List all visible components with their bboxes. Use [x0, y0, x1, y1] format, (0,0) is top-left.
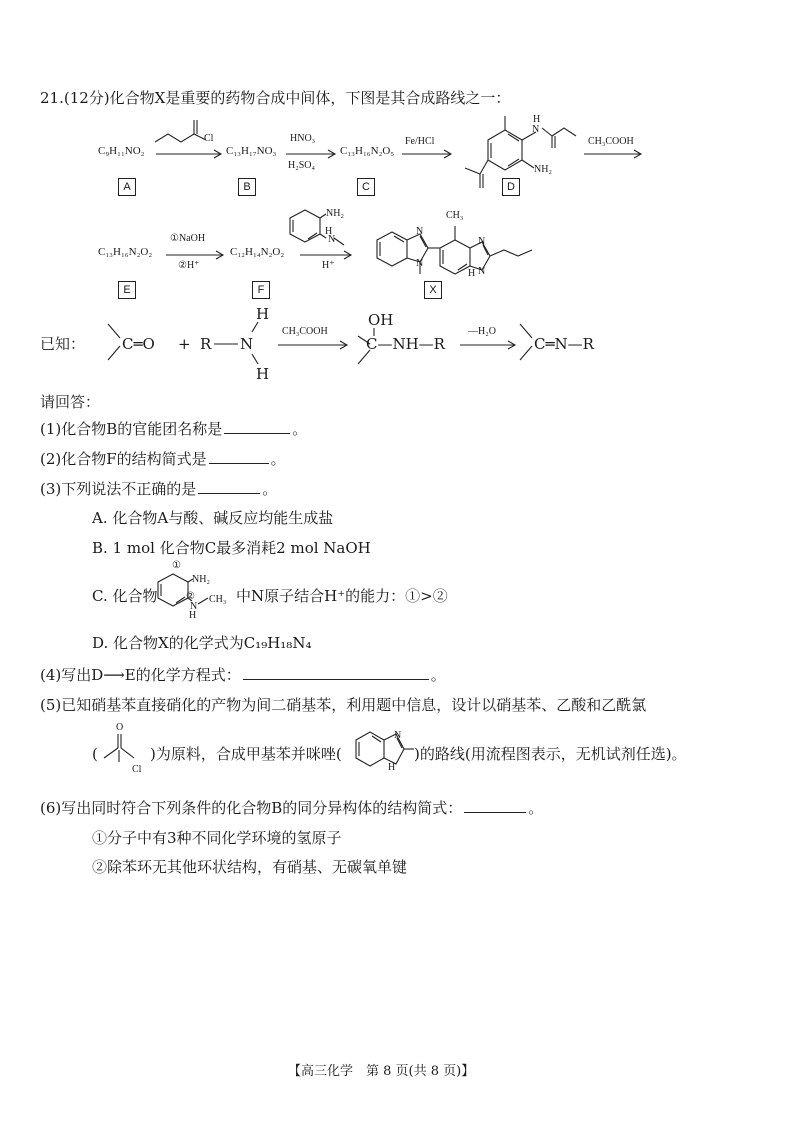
reagent-bc-bottom: H₂SO₄ — [288, 160, 315, 171]
reagent-fx-nh2: NH₂ — [326, 208, 344, 219]
compound-d-n: N — [532, 124, 540, 135]
q2-end: 。 — [270, 450, 286, 468]
q4-answer-blank[interactable] — [243, 679, 429, 680]
label-d: D — [502, 178, 520, 196]
question-intro: 21.(12分)化合物X是重要的药物合成中间体，下图是其合成路线之一： — [40, 89, 511, 107]
label-b: B — [238, 178, 256, 196]
arrow-bc — [286, 149, 340, 159]
known-n: N — [240, 335, 254, 353]
q6-answer-blank[interactable] — [464, 812, 526, 813]
option-c-n: N — [190, 601, 198, 612]
reagent-ab-cl: Cl — [204, 133, 214, 144]
condition-1: ①分子中有3种不同化学环境的氢原子 — [92, 829, 342, 847]
arrow-ef — [166, 250, 228, 260]
q5-acetyl-o: O — [116, 722, 124, 733]
option-c-h: H — [189, 610, 197, 621]
reagent-fx-bottom: H⁺ — [322, 260, 335, 271]
compound-f-formula: C₁₂H₁₄N₂O₂ — [230, 246, 285, 258]
q3-text: (3)下列说法不正确的是 — [40, 480, 197, 498]
q5-paren-open: ( — [92, 745, 98, 763]
q6-end: 。 — [528, 799, 544, 817]
known-mid: C—NH—R — [366, 335, 445, 353]
q2-answer-blank[interactable] — [209, 463, 269, 464]
compound-d-structure — [460, 108, 580, 198]
option-c-ch3: CH₃ — [209, 594, 227, 605]
q3 — [40, 479, 277, 499]
q2 — [40, 449, 286, 469]
acyl-chloride-reagent — [150, 112, 230, 152]
option-d: D. 化合物X的化学式为C₁₉H₁₈N₄ — [92, 634, 312, 652]
known-minus-water: —H₂O — [468, 326, 496, 337]
q5-line1: (5)已知硝基苯直接硝化的产物为间二硝基苯，利用题中信息，设计以硝基苯、乙酸和乙酰氯 — [40, 696, 647, 714]
option-b: B. 1 mol 化合物C最多消耗2 mol NaOH — [92, 539, 371, 557]
compound-b-formula: C₁₃H₁₇NO₃ — [226, 145, 277, 157]
q4 — [40, 665, 446, 685]
q5-benz-h: H — [388, 762, 396, 773]
compound-x-n2: N — [416, 258, 424, 269]
known-arrow-1 — [278, 340, 350, 350]
q5-benzimidazole — [342, 730, 412, 774]
q5-end: )的路线(用流程图表示，无机试剂任选)。 — [414, 745, 687, 763]
compound-e-formula: C₁₃H₁₆N₂O₂ — [98, 246, 153, 258]
known-label: 已知： — [40, 335, 86, 353]
compound-x-ch3: CH₃ — [446, 210, 464, 221]
compound-c-formula: C₁₃H₁₆N₂O₅ — [340, 145, 395, 157]
q1-text: (1)化合物B的官能团名称是 — [40, 420, 223, 438]
prompt: 请回答： — [40, 393, 101, 411]
q4-text: (4)写出D⟶E的化学方程式： — [40, 666, 241, 684]
known-h-bottom: H — [256, 365, 270, 383]
known-r: R — [200, 335, 212, 353]
reagent-fx-n: N — [328, 234, 336, 245]
arrow-ab — [156, 149, 226, 159]
compound-x-structure — [362, 210, 552, 290]
option-c-circ1: ① — [172, 560, 181, 571]
option-c-pre: C. 化合物 — [92, 587, 158, 605]
compound-d-nh2: NH₂ — [534, 164, 552, 175]
reagent-ef-bottom: ②H⁺ — [178, 260, 200, 271]
label-a: A — [118, 178, 136, 196]
compound-x-nh: N — [478, 266, 486, 277]
known-plus: + — [178, 335, 191, 353]
q1 — [40, 419, 307, 439]
q5-benz-n: N — [394, 730, 402, 741]
arrow-fx — [300, 250, 356, 260]
reagent-de: CH₃COOH — [588, 136, 634, 147]
label-c: C — [357, 178, 375, 196]
known-reagent: CH₃COOH — [282, 326, 328, 337]
q1-end: 。 — [292, 420, 308, 438]
q6-text: (6)写出同时符合下列条件的化合物B的同分异构体的结构简式： — [40, 799, 463, 817]
arrow-cd — [402, 149, 456, 159]
reagent-fx-h: H — [325, 226, 333, 237]
reagent-cd: Fe/HCl — [405, 136, 435, 147]
compound-x-n1: N — [416, 226, 424, 237]
q1-answer-blank[interactable] — [224, 433, 290, 434]
compound-a-formula: C₉H₁₁NO₂ — [98, 145, 145, 157]
q6 — [40, 798, 543, 818]
known-carbonyl: C═O — [122, 335, 155, 353]
q4-end: 。 — [430, 666, 446, 684]
option-c-circ2: ② — [186, 591, 195, 602]
known-arrow-2 — [460, 340, 520, 350]
label-x: X — [424, 281, 442, 299]
option-c-post: 中N原子结合H⁺的能力：①>② — [236, 587, 448, 605]
reagent-ef-top: ①NaOH — [170, 233, 206, 244]
label-f: F — [252, 281, 270, 299]
condition-2: ②除苯环无其他环状结构，有硝基、无碳氧单键 — [92, 858, 408, 876]
option-c-nh2: NH₂ — [192, 574, 210, 585]
q5-mid: )为原料，合成甲基苯并咪唑( — [150, 745, 342, 763]
known-nh-bonds — [246, 318, 266, 368]
compound-d-nh-h: H — [533, 114, 541, 125]
q3-end: 。 — [262, 480, 278, 498]
compound-x-n3: N — [478, 236, 486, 247]
known-rn-bond — [212, 338, 242, 350]
arrow-de — [584, 149, 644, 159]
reagent-bc-top: HNO₃ — [290, 133, 316, 144]
known-h-top: H — [256, 305, 270, 323]
q2-text: (2)化合物F的结构简式是 — [40, 450, 207, 468]
q3-answer-blank[interactable] — [198, 493, 260, 494]
compound-x-h: H — [468, 268, 476, 279]
option-a: A. 化合物A与酸、碱反应均能生成盐 — [92, 509, 334, 527]
known-product: C═N—R — [534, 335, 594, 353]
known-oh: OH — [368, 311, 394, 329]
page-footer: 【高三化学 第 8 页(共 8 页)】 — [288, 1064, 475, 1079]
label-e: E — [118, 281, 136, 299]
q5-acetyl-cl: Cl — [132, 764, 142, 775]
